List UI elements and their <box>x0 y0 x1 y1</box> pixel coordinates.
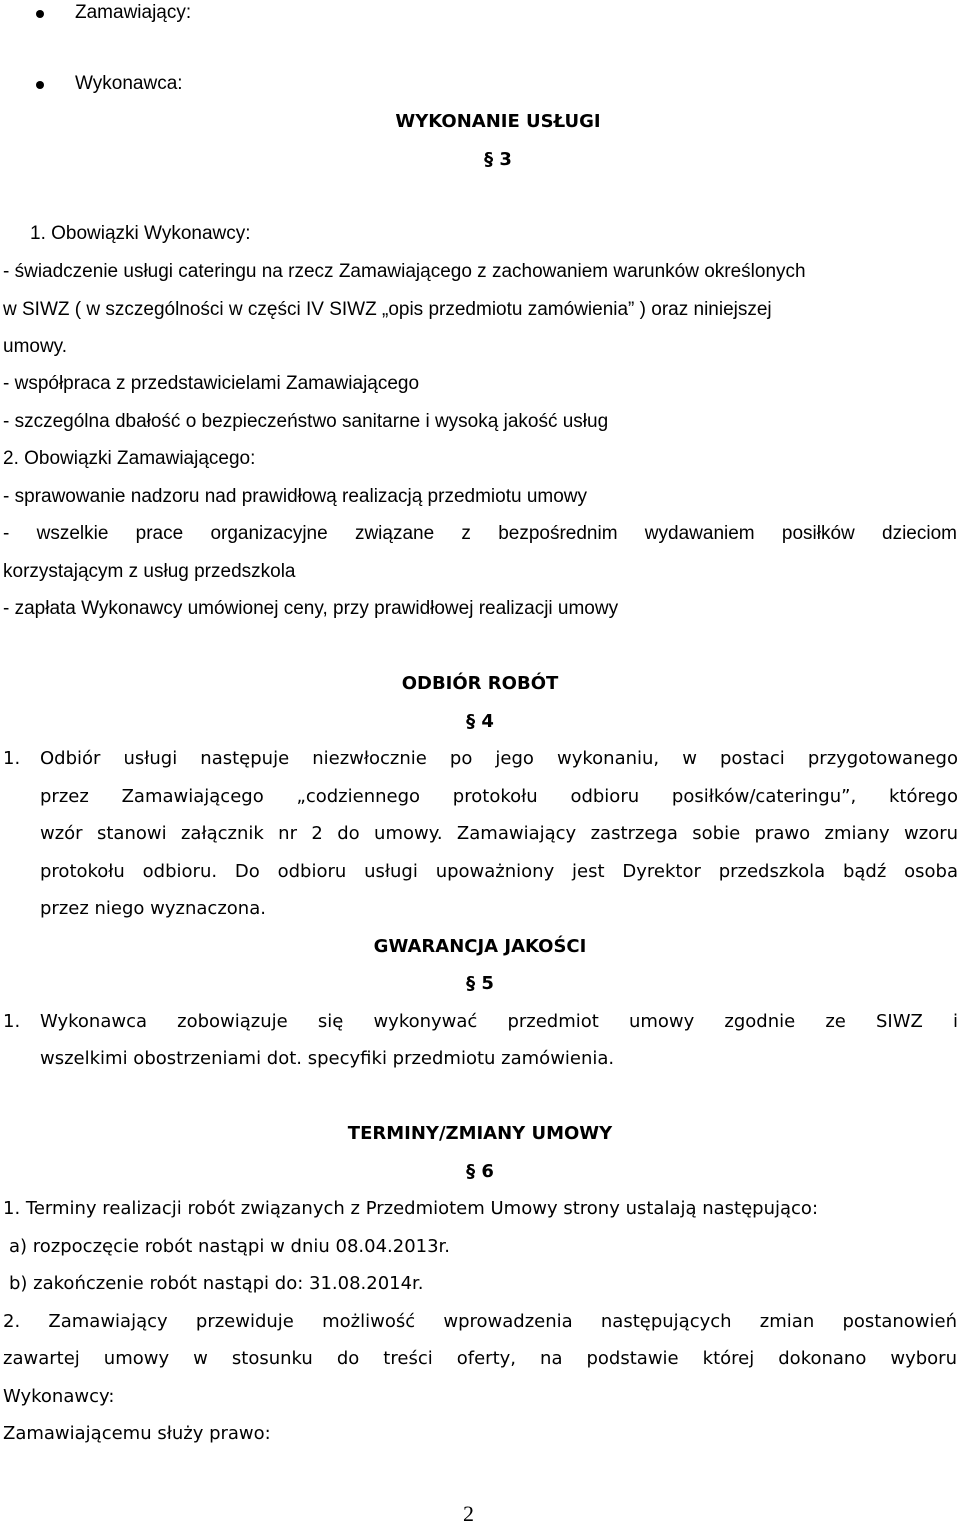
section-4-heading: ODBIÓR ROBÓT <box>401 673 559 694</box>
s6-line2a: 2. Zamawiający przewiduje możliwość wprowadzenia następujących zmian postanowień <box>3 1311 957 1332</box>
s4-line: przez niego wyznaczona. <box>40 898 266 919</box>
s6-line3: Zamawiającemu służy prawo: <box>3 1423 271 1444</box>
s3-p1-line3: umowy. <box>3 336 68 357</box>
s5-line: wszelkimi obostrzeniami dot. specyfiki przedmiotu zamówienia. <box>40 1048 615 1069</box>
s4-line: wzór stanowi załącznik nr 2 do umowy. Zamawiający zastrzega sobie prawo zmiany wzoru <box>40 823 958 844</box>
s3-p2-line2: - wszelkie prace organizacyjne związane z bezpośrednim wydawaniem posiłków dzieciom <box>3 523 957 544</box>
page-number: 2 <box>463 1501 474 1526</box>
section-6-number: § 6 <box>466 1161 494 1182</box>
s3-p2-line1: - sprawowanie nadzoru nad prawidłową realizacją przedmiotu umowy <box>3 486 588 507</box>
s5-line: Wykonawca zobowiązuje się wykonywać przedmiot umowy zgodnie ze SIWZ i <box>40 1011 958 1032</box>
s3-p1-title: 1. Obowiązki Wykonawcy: <box>30 223 251 244</box>
s3-p1-line4: - współpraca z przedstawicielami Zamawiającego <box>3 373 420 394</box>
list-item-zamawiajacy: Zamawiający: <box>75 2 192 23</box>
s6-line2b: zawartej umowy w stosunku do treści oferty, na podstawie której dokonano wyboru <box>3 1348 957 1369</box>
section-3-number: § 3 <box>484 149 512 170</box>
s6-line-b: b) zakończenie robót nastąpi do: 31.08.2014r. <box>9 1273 424 1294</box>
section-5-number: § 5 <box>466 973 494 994</box>
s3-p1-line5: - szczególna dbałość o bezpieczeństwo sanitarne i wysoką jakość usług <box>3 411 609 432</box>
s6-line2c: Wykonawcy: <box>3 1386 115 1407</box>
bullet-icon <box>36 81 44 89</box>
s6-line-a: a) rozpoczęcie robót nastąpi w dniu 08.04.2013r. <box>9 1236 451 1257</box>
s3-p1-line2: w SIWZ ( w szczególności w części IV SIWZ „opis przedmiotu zamówienia” ) oraz niniejszej <box>3 299 772 320</box>
s4-line: Odbiór usługi następuje niezwłocznie po jego wykonaniu, w postaci przygotowanego <box>40 748 958 769</box>
list-item-wykonawca: Wykonawca: <box>75 73 183 94</box>
s4-line: przez Zamawiającego „codziennego protokołu odbioru posiłków/cateringu”, którego <box>40 786 958 807</box>
s3-p1-line1: - świadczenie usługi cateringu na rzecz Zamawiającego z zachowaniem warunków określonych <box>3 261 806 282</box>
s5-item-number: 1. <box>3 1011 21 1032</box>
s4-line: protokołu odbioru. Do odbioru usługi upoważniony jest Dyrektor przedszkola bądź osoba <box>40 861 958 882</box>
section-4-number: § 4 <box>466 711 494 732</box>
section-6-heading: TERMINY/ZMIANY UMOWY <box>347 1123 613 1144</box>
s3-p2-line4: - zapłata Wykonawcy umówionej ceny, przy prawidłowej realizacji umowy <box>3 598 619 619</box>
s3-p2-title: 2. Obowiązki Zamawiającego: <box>3 448 256 469</box>
s4-item-number: 1. <box>3 748 21 769</box>
section-3-heading: WYKONANIE USŁUGI <box>395 111 601 132</box>
s6-line1: 1. Terminy realizacji robót związanych z Przedmiotem Umowy strony ustalają następująco: <box>3 1198 819 1219</box>
section-5-heading: GWARANCJA JAKOŚCI <box>373 936 587 957</box>
bullet-icon <box>36 10 44 18</box>
s3-p2-line3: korzystającym z usług przedszkola <box>3 561 296 582</box>
